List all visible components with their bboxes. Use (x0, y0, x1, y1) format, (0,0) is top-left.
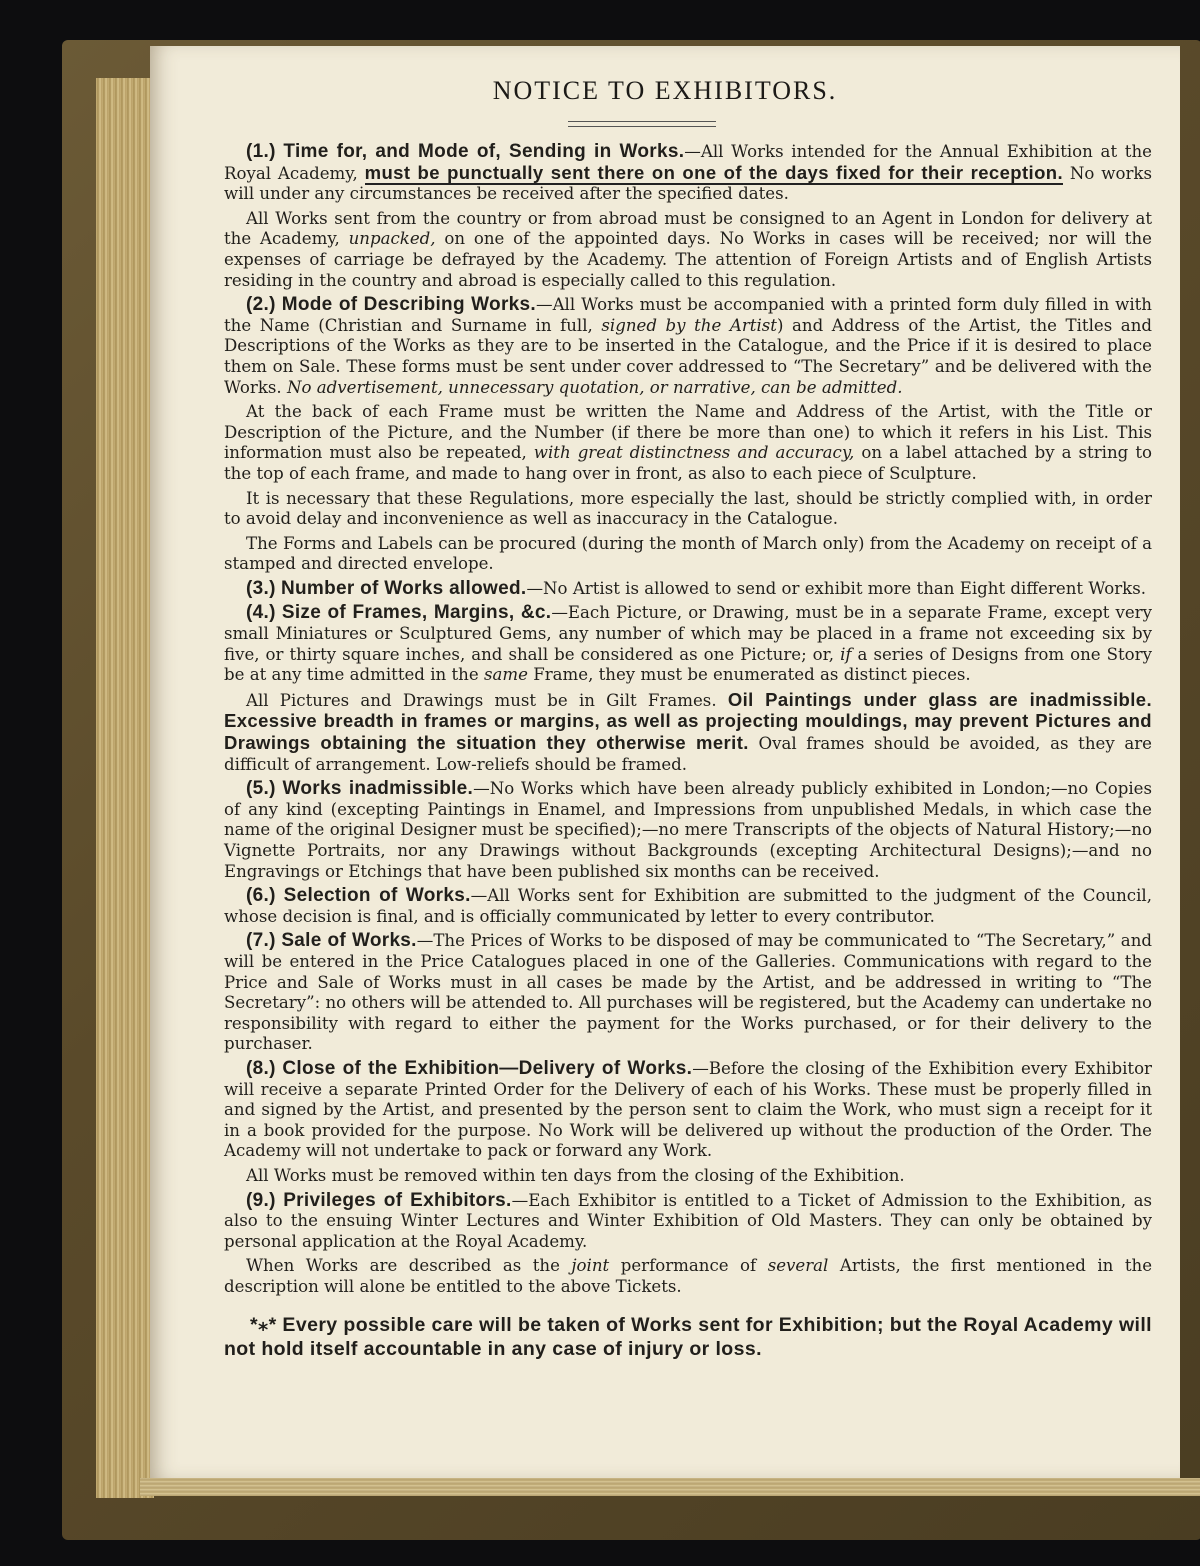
text: —All Works sent for Exhibition are submitted to the judgment of the Council, whose decision is final, and is officially communicated by letter to every contributor. (224, 886, 1152, 926)
section-4-number: (4.) (246, 602, 276, 624)
text: When Works are described as the (246, 1256, 560, 1276)
section-2-para-3: It is necessary that these Regulations, more especially the last, should be strictly complied with, in order to avoid delay and inconvenience as well as inaccuracy in the Catalogue. (224, 488, 1152, 529)
text: Oval frames should be avoided, as they are difficult of arrangement. Low-reliefs should be framed. (224, 734, 1153, 774)
text: —Each Picture, or Drawing, must be in a separate Frame, except very small Miniatures or Sculptured Gems, any number of which may be placed in a frame not exceeding six by five, or thirty square inches, and shall be considered as one Picture; or, (224, 603, 1152, 664)
section-3 (224, 579, 1152, 600)
section-7-heading: Sale of Works. (281, 930, 417, 952)
text: a series of Designs from one Story be at any time admitted in the (224, 644, 1152, 685)
italic-text: joint (571, 1256, 610, 1276)
text: —No Works which have been already publicly exhibited in London;—no Copies of any kind (excepting Paintings in Enamel, and Impressions from unpublished Medals, in which case the name of the original Designer must be specified);—no mere Transcripts of the objects of Natural History;—no Vignette Portraits, nor any Drawings without Backgrounds (excepting Architectural Designs);—and no Engravings or Etchings that have been published six months can be received. (224, 779, 1152, 881)
section-9-para-2 (224, 1256, 1152, 1297)
closing-notice (224, 1313, 1152, 1361)
section-4 (224, 603, 1152, 775)
italic-text: No advertisement, unnecessary quotation, or narrative, can be admitted. (286, 377, 903, 397)
text: —Before the closing of the Exhibition every Exhibitor will receive a separate Printed Order for the Delivery of each of his Works. These must be properly filled in and signed by the Artist, and presented by the person sent to claim the Work, who must sign a receipt for it in a book provided for the purpose. No Work will be delivered up without the production of the Order. The Academy will not undertake to pack or forward any Work. (224, 1058, 1152, 1161)
text: Artists, the first mentioned in the description will alone be entitled to the above Tickets. (224, 1256, 1153, 1296)
section-2-para-2 (224, 402, 1152, 484)
section-3-number: (3.) (246, 577, 276, 599)
italic-text: unpacked, (348, 229, 436, 249)
section-4-heading: Size of Frames, Margins, &c. (281, 602, 552, 624)
text: Frame, they must be enumerated as distinct pieces. (533, 665, 971, 685)
section-2-para-4: The Forms and Labels can be procured (during the month of March only) from the Academy on receipt of a stamped and directed envelope. (224, 533, 1152, 574)
section-9-heading: Privileges of Exhibitors. (283, 1189, 512, 1211)
section-5-number: (5.) (246, 778, 276, 800)
section-8 (224, 1059, 1152, 1187)
text: on one of the appointed days. No Works in cases will be received; nor will the expenses of carriage be defrayed by the Academy. The attention of Foreign Artists and of English Artists residing in the country and abroad is especially called to this regulation. (224, 229, 1152, 290)
italic-text: if (840, 644, 852, 664)
title-rule (568, 121, 716, 127)
section-6-heading: Selection of Works. (283, 885, 471, 907)
section-8-number: (8.) (246, 1057, 276, 1079)
section-7-number: (7.) (246, 930, 276, 952)
section-9-number: (9.) (246, 1189, 276, 1211)
section-7 (224, 931, 1152, 1055)
text: —The Prices of Works to be disposed of may be communicated to “The Secretary,” and will be entered in the Price Catalogues placed in one of the Galleries. Communications with regard to the Price and Sale of Works must in all cases be made by the Artist, and be addressed in writing to “The Secretary”: no others will be attended to. All purchases will be registered, but the Academy can undertake no responsibility with regard to either the payment for the Works purchased, or for their delivery to the purchaser. (224, 931, 1152, 1054)
section-2-number: (2.) (246, 294, 276, 316)
section-5-para-1 (224, 779, 1152, 882)
section-6-number: (6.) (246, 885, 276, 907)
section-5-heading: Works inadmissible. (282, 778, 474, 800)
section-1-heading: Time for, and Mode of, Sending in Works. (283, 141, 685, 162)
section-9-para-1 (224, 1191, 1152, 1253)
section-1-number: (1.) (246, 141, 276, 162)
section-3-para-1 (224, 579, 1152, 600)
notice-body (224, 138, 1152, 1381)
section-8-para-1 (224, 1059, 1152, 1162)
section-8-para-2: All Works must be removed within ten days from the closing of the Exhibition. (246, 1165, 905, 1185)
section-1-emphasis: must be punctually sent there on one of the days fixed for their reception. (364, 161, 1064, 183)
italic-text: same (483, 665, 528, 685)
page-edges-bottom (140, 1478, 1200, 1496)
text: performance of (620, 1256, 757, 1276)
text: —Each Exhibitor is entitled to a Ticket of Admission to the Exhibition, as also to the ensuing Winter Lectures and Winter Exhibition of Old Masters. They can only be obtained by personal application at the Royal Academy. (224, 1190, 1152, 1251)
section-1-para-2 (224, 209, 1152, 291)
section-7-para-1 (224, 931, 1152, 1055)
section-1-para-1 (224, 142, 1152, 205)
section-6-para-1 (224, 886, 1152, 927)
text: All Pictures and Drawings must be in Gilt Frames. (246, 690, 717, 710)
section-2-para-1 (224, 295, 1152, 398)
section-8-heading: Close of the Exhibition—Delivery of Works. (282, 1057, 693, 1079)
section-4-para-1 (224, 603, 1152, 685)
italic-text: signed by the Artist (601, 315, 777, 335)
text: —No Artist is allowed to send or exhibit more than Eight different Works. (526, 578, 1147, 598)
section-3-heading: Number of Works allowed. (280, 577, 527, 599)
section-2-heading: Mode of Describing Works. (281, 294, 536, 316)
asterism-mark: *⁎* (250, 1314, 277, 1337)
section-1-text: —All Works intended for the Annual Exhibition at the Royal Academy, (224, 142, 1152, 183)
bold-warning: Oil Paintings under glass are inadmissible. Excessive breadth in frames or margins, as well as projecting mouldings, may prevent Pictures and Drawings obtaining the situation they otherwise merit. (224, 688, 1152, 754)
section-2 (224, 295, 1152, 575)
section-6 (224, 886, 1152, 927)
page-edges-left (96, 78, 154, 1498)
text: All Works sent from the country or from abroad must be consigned to an Agent in London for delivery at the Academy, (224, 208, 1152, 249)
italic-text: several (767, 1256, 829, 1276)
italic-text: with great distinctness and accuracy, (533, 443, 855, 463)
text: At the back of each Frame must be written the Name and Address of the Artist, with the Title or Description of the Picture, and the Number (if there be more than one) to which it refers in his List. This information must also be repeated, (224, 402, 1152, 463)
text: —All Works must be accompanied with a printed form duly filled in with the Name (Christian and Surname in full, (224, 295, 1152, 335)
section-1-text-2: No works will under any circumstances be received after the specified dates. (224, 163, 1152, 204)
text: ) and Address of the Artist, the Titles and Descriptions of the Works as they are to be inserted in the Catalogue, and the Price if it is desired to place them on Sale. These forms must be sent under cover addressed to “The Secretary” and be delivered with the Works. (224, 315, 1152, 397)
section-9 (224, 1191, 1152, 1298)
page-title: NOTICE TO EXHIBITORS. (492, 76, 838, 105)
text: on a label attached by a string to the top of each frame, and made to hang over in front, as also to each piece of Sculpture. (224, 443, 1152, 483)
closing-text: Every possible care will be taken of Works sent for Exhibition; but the Royal Academy will not hold itself accountable in any case of injury or loss. (224, 1314, 1152, 1361)
book-page (150, 46, 1180, 1478)
section-1 (224, 142, 1152, 291)
section-4-para-2 (224, 690, 1152, 775)
section-5 (224, 779, 1152, 882)
